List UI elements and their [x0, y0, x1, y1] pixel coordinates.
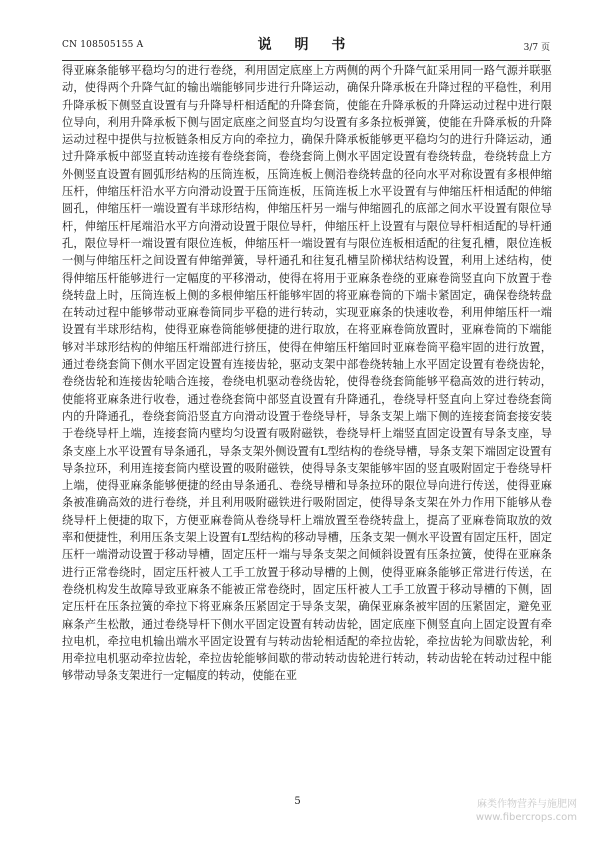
watermark-url: www.fibercrops.com [475, 812, 577, 823]
page-number: 5 [294, 796, 301, 807]
watermark-site-name: 麻类作物营养与施肥网 [477, 799, 577, 810]
document-title: 说 明 书 [257, 37, 355, 53]
page-count: 3/7 页 [523, 43, 550, 53]
site-watermark [476, 798, 577, 824]
page-header [62, 28, 550, 58]
body-paragraph: 得亚麻条能够平稳均匀的进行卷绕，利用固定底座上方两侧的两个升降气缸采用同一路气源并联驱动，使得两个升降气缸的输出端能够同步进行升降运动，确保升降承板在升降过程的平稳性，利用升降承板下侧竖直设置有与升降导杆相适配的升降套筒，使能在升降承板的升降运动过程中进行限位导向，利用升降承板下侧与固定底座之间竖直均匀设置有多条拉板弹簧，使能在升降承板的升降运动过程中提供与拉板链条相反方向的牵拉力，确保升降承板能够更平稳均匀的进行升降运动，通过升降承板中部竖直转动连接有卷绕套筒，卷绕套筒上侧水平固定设置有卷绕转盘，卷绕转盘上方外侧竖直设置有圆弧形结构的压筒连板，压筒连板上侧沿卷绕转盘的径向水平对称设置有多根伸缩压杆，伸缩压杆沿水平方向滑动设置于压筒连板，压筒连板上水平设置有与伸缩压杆相适配的伸缩圆孔，伸缩压杆一端设置有半球形结构，伸缩压杆另一端与伸缩圆孔的底部之间水平设置有限位导杆，伸缩压杆尾端沿水平方向滑动设置于限位导杆，伸缩压杆上设置有与限位导杆相适配的导杆通孔，限位导杆一端设置有限位连板，伸缩压杆一端设置有与限位连板相适配的往复孔槽，限位连板一侧与伸缩压杆之间设置有伸缩弹簧，导杆通孔和往复孔槽呈阶梯状结构设置，利用上述结构，使得伸缩压杆能够进行一定幅度的平移滑动，使得在将用于亚麻条卷绕的亚麻卷筒竖直向下放置于卷绕转盘上时，压筒连板上侧的多根伸缩压杆能够牢固的将亚麻卷筒的下端卡紧固定，确保卷绕转盘在转动过程中能够带动亚麻卷筒同步平稳的进行转动，实现亚麻条的快速收卷，利用伸缩压杆一端设置有半球形结构，使得亚麻卷筒能够便捷的进行取放，在将亚麻卷筒放置时，亚麻卷筒的下端能够对半球形结构的伸缩压杆端部进行挤压，使得在伸缩压杆缩回时亚麻卷筒平稳牢固的进行放置，通过卷绕套筒下侧水平固定设置有连接齿轮，驱动支架中部卷绕转轴上水平固定设置有卷绕齿轮，卷绕齿轮和连接齿轮啮合连接，卷绕电机驱动卷绕齿轮，使得卷绕套筒能够平稳高效的进行转动，使能将亚麻条进行收卷，通过卷绕套筒中部竖直设置有升降通孔，卷绕导杆竖直向上穿过卷绕套筒内的升降通孔，卷绕套筒沿竖直方向滑动设置于卷绕导杆，导条支架上端下侧的连接套筒套接安装于卷绕导杆上端，连接套筒内壁均匀设置有吸附磁铁，卷绕导杆上端竖直固定设置有导条支座，导条支座上水平设置有导条通孔，导条支架外侧设置有L型结构的卷绕导槽，导条支架下端固定设置有导条拉环，利用连接套筒内壁设置的吸附磁铁，使得导条支架能够牢固的竖直吸附固定于卷绕导杆上端，使得亚麻条能够便捷的经由导条通孔、卷绕导槽和导条拉环的限位导向进行传送，使得亚麻条被准确高效的进行卷绕，并且利用吸附磁铁进行吸附固定，使得导条支架在外力作用下能够从卷绕导杆上便捷的取下，方便亚麻卷筒从卷绕导杆上端放置至卷绕转盘上，提高了亚麻卷筒取放的效率和便捷性，利用压条支架上设置有L型结构的移动导槽，压条支架一侧水平设置有固定压杆，固定压杆一端滑动设置于移动导槽，固定压杆一端与导条支架之间倾斜设置有压条拉簧，使得在亚麻条进行正常卷绕时，固定压杆被人工手工放置于移动导槽的上侧，使得亚麻条能够正常进行传送，在卷绕机构发生故障导致亚麻条不能被正常卷绕时，固定压杆被人工手工放置于移动导槽的下侧，固定压杆在压条拉簧的牵拉下将亚麻条压紧固定于导条支架，确保亚麻条被牢固的压紧固定，避免亚麻条产生松散，通过卷绕导杆下侧水平固定设置有转动齿轮，固定底座下侧竖直向上固定设置有牵拉电机，牵拉电机输出端水平固定设置有与转动齿轮相适配的牵拉齿轮，牵拉齿轮为间歇齿轮，利用牵拉电机驱动牵拉齿轮，牵拉齿轮能够间歇的带动转动齿轮进行转动，转动齿轮在转动过程中能够带动导条支架进行一定幅度的转动，使能在亚 [62, 64, 552, 683]
publication-number: CN 108505155 A [62, 40, 144, 50]
header-rule [62, 60, 550, 61]
